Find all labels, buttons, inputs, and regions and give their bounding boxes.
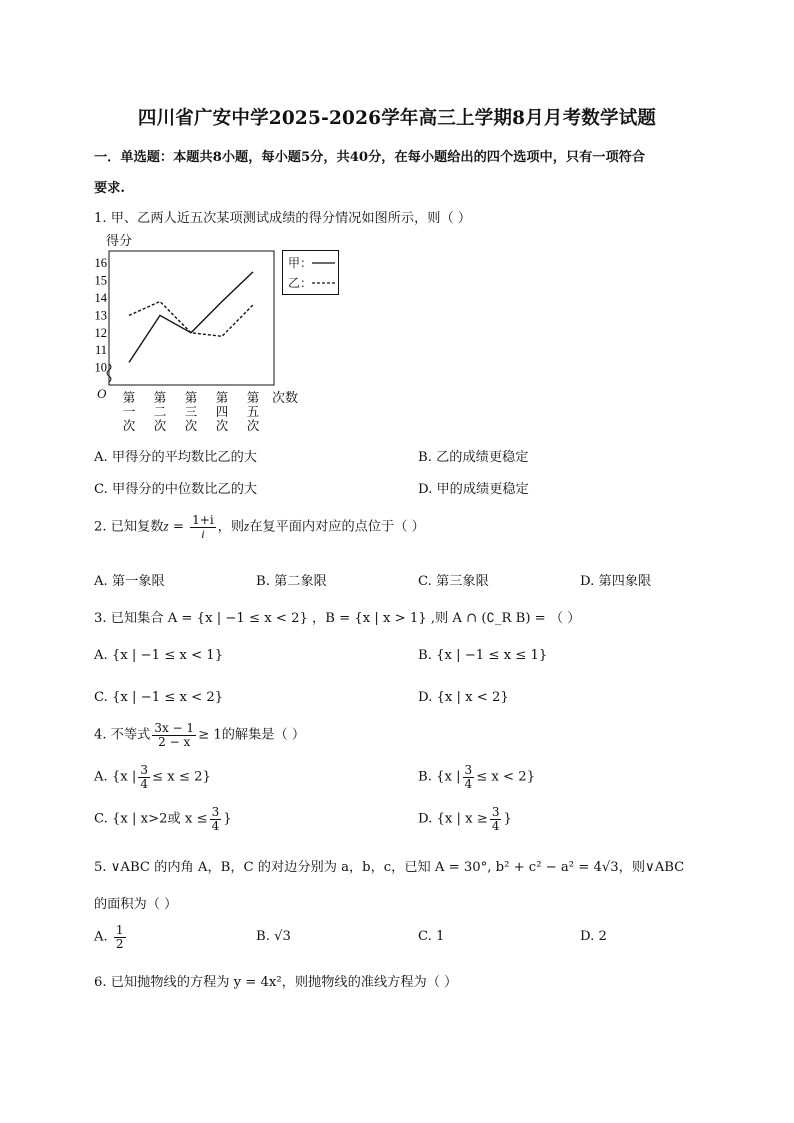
- x-tick-label: 第: [246, 390, 260, 405]
- x-tick-label: 第: [122, 390, 136, 405]
- q4-b-pre: B. {x |: [418, 769, 461, 785]
- q1-option-d[interactable]: D. 甲的成绩更稳定: [418, 482, 529, 497]
- q4-b-frac: [463, 764, 475, 790]
- q4-option-a[interactable]: [94, 764, 211, 790]
- q2-option-d[interactable]: D. 第四象限: [580, 574, 652, 589]
- y-tick-label: 15: [94, 273, 107, 288]
- q4-d-frac: [490, 806, 502, 832]
- q5-stem-line2: 的面积为（ ）: [94, 897, 178, 912]
- q4-frac-den: 2 − x: [158, 734, 191, 749]
- q4-fraction: [152, 722, 196, 748]
- y-tick-label: 14: [94, 290, 107, 305]
- x-tick-label: 二: [153, 404, 167, 419]
- q5-option-b[interactable]: B. √3: [256, 929, 291, 944]
- q4-d-den: 4: [491, 818, 500, 833]
- q2-eq: =: [172, 519, 184, 535]
- q2-fraction: [190, 514, 216, 540]
- q2-stem-end: 在复平面内对应的点位于（ ）: [249, 519, 425, 535]
- q5-a-den: 2: [115, 936, 124, 951]
- q2-option-a[interactable]: A. 第一象限: [94, 574, 165, 589]
- q4-a-den: 4: [140, 776, 149, 791]
- q1-option-b[interactable]: B. 乙的成绩更稳定: [418, 450, 529, 465]
- series-line-jia: [129, 272, 253, 363]
- x-tick-label: 第: [184, 390, 198, 405]
- q2-option-b[interactable]: B. 第二象限: [256, 574, 327, 589]
- q4-c-pre: C. {x | x>2或 x ≤: [94, 811, 208, 827]
- x-tick-label: 次: [184, 418, 198, 433]
- x-tick-label: 次: [153, 418, 167, 433]
- q4-frac-num: 3x − 1: [154, 721, 195, 735]
- q1-stem: 1. 甲、乙两人近五次某项测试成绩的得分情况如图所示，则（ ）: [94, 211, 472, 226]
- q4-c-post: }: [223, 811, 232, 827]
- q2-stem-post: ，则: [217, 519, 245, 535]
- q2-option-c[interactable]: C. 第三象限: [418, 574, 489, 589]
- q4-stem-post: ≥ 1的解集是（ ）: [198, 727, 306, 743]
- q3-option-c[interactable]: C. {x | −1 ≤ x < 2}: [94, 690, 224, 705]
- x-tick-label: 第: [153, 390, 167, 405]
- q5-option-a[interactable]: [94, 924, 128, 950]
- q4-c-num: 3: [211, 805, 220, 819]
- chart-legend: [282, 250, 342, 298]
- q4-d-pre: D. {x | x ≥: [418, 811, 488, 827]
- q5-a-num: 1: [115, 923, 124, 937]
- legend-label-jia: 甲：: [288, 256, 313, 270]
- q6-stem: 6. 已知抛物线的方程为 y = 4x²，则抛物线的准线方程为（ ）: [94, 975, 458, 990]
- q3-stem: 3. 已知集合 A = {x | −1 ≤ x < 2} ，B = {x | x > 1} ,则 A ∩ (∁_R B) = （ ）: [94, 611, 581, 626]
- y-tick-label: 13: [94, 308, 107, 323]
- origin-label: O: [97, 386, 107, 401]
- plot-frame: [109, 251, 274, 385]
- q4-option-c[interactable]: [94, 806, 232, 832]
- q3-option-b[interactable]: B. {x | −1 ≤ x ≤ 1}: [418, 648, 548, 663]
- q2-z2: z: [244, 518, 250, 534]
- y-tick-label: 10: [94, 360, 107, 375]
- y-axis-label: 得分: [106, 233, 133, 248]
- section-heading-cont: 要求.: [94, 181, 125, 196]
- q5-stem-line1: 5. ∨ABC 的内角 A，B，C 的对边分别为 a，b，c，已知 A = 30°, b² + c² − a² = 4√3，则∨ABC: [94, 860, 685, 875]
- y-tick-label: 11: [94, 343, 107, 358]
- q2-stem: [94, 514, 425, 540]
- q5-a-frac: [114, 924, 126, 950]
- x-tick-label: 五: [246, 404, 260, 419]
- x-tick-label: 一: [122, 404, 136, 419]
- q4-a-pre: A. {x |: [94, 769, 137, 785]
- q4-option-d[interactable]: [418, 806, 512, 832]
- q4-c-den: 4: [211, 818, 220, 833]
- q4-c-frac: [210, 806, 222, 832]
- page-title: 四川省广安中学2025-2026学年高三上学期8月月考数学试题: [137, 108, 657, 129]
- q1-option-a[interactable]: A. 甲得分的平均数比乙的大: [94, 450, 257, 465]
- q4-b-post: ≤ x < 2}: [476, 769, 536, 785]
- x-tick-label: 四: [215, 404, 229, 419]
- y-tick-label: 12: [94, 325, 107, 340]
- x-tick-label: 第: [215, 390, 229, 405]
- x-tick-label: 次: [215, 418, 229, 433]
- legend-label-yi: 乙：: [288, 276, 313, 290]
- q4-a-post: ≤ x ≤ 2}: [152, 769, 211, 785]
- series-line-yi: [129, 302, 253, 337]
- q4-stem-pre: 4. 不等式: [94, 727, 151, 743]
- q2-stem-pre: 2. 已知复数: [94, 519, 164, 535]
- x-tick-label: 次: [122, 418, 136, 433]
- x-tick-label: 三: [184, 404, 198, 419]
- q4-option-b[interactable]: [418, 764, 535, 790]
- x-axis-label: 次数: [272, 390, 299, 405]
- q5-option-c[interactable]: C. 1: [418, 929, 445, 944]
- x-tick-label: 次: [246, 418, 260, 433]
- y-tick-label: 16: [94, 256, 107, 271]
- q3-option-a[interactable]: A. {x | −1 ≤ x < 1}: [94, 648, 224, 663]
- q5-option-d[interactable]: D. 2: [580, 929, 607, 944]
- q3-option-d[interactable]: D. {x | x < 2}: [418, 690, 509, 705]
- q4-b-den: 4: [464, 776, 473, 791]
- q5-a-pre: A.: [94, 929, 108, 945]
- q2-frac-num: 1+i: [192, 513, 214, 527]
- q2-z: z: [163, 518, 169, 534]
- q4-a-num: 3: [140, 763, 149, 777]
- q4-d-num: 3: [491, 805, 500, 819]
- q4-stem: [94, 722, 305, 748]
- q4-a-frac: [138, 764, 150, 790]
- q4-d-post: }: [503, 811, 512, 827]
- q1-option-c[interactable]: C. 甲得分的中位数比乙的大: [94, 482, 258, 497]
- q4-b-num: 3: [464, 763, 473, 777]
- section-heading: 一．单选题：本题共8小题，每小题5分，共40分，在每小题给出的四个选项中，只有一项符合: [94, 150, 646, 165]
- q2-frac-den: i: [201, 526, 205, 541]
